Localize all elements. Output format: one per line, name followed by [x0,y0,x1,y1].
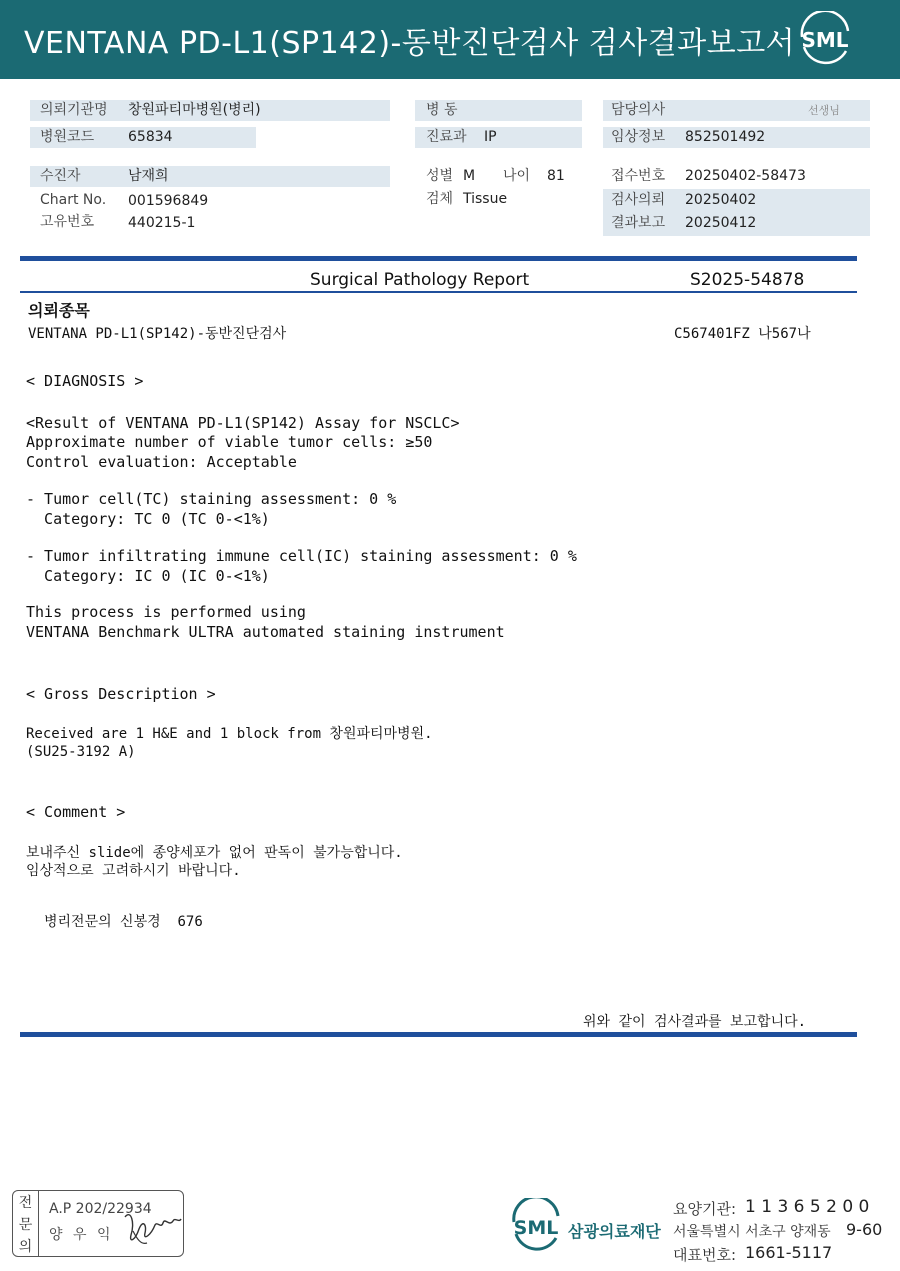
receipt-label: 접수번호 [611,168,666,184]
doctor-label: 담당의사 [611,102,666,118]
gross-line-1: Received are 1 H&E and 1 block from 창원파티마병원. [26,726,433,742]
request-label: 검사의뢰 [611,192,666,208]
age-value: 81 [547,168,565,184]
diagnosis-line-1: <Result of VENTANA PD-L1(SP142) Assay for NSCLC> [26,414,460,432]
patient-row [30,166,390,187]
code-value: 1 1 3 6 5 2 0 0 [745,1197,870,1217]
specimen-value: Tissue [463,191,508,207]
doctor-suffix: 선생님 [808,104,840,117]
chart-value: 001596849 [128,193,209,209]
patient-label: 수진자 [40,168,81,184]
institution-value: 창원파티마병원(병리) [128,102,261,118]
specimen-label: 검체 [426,191,454,207]
phone-label: 대표번호: [673,1246,737,1264]
phone-value: 1661-5117 [745,1243,833,1262]
report-label: 결과보고 [611,215,666,231]
bottom-rule [20,1032,857,1037]
institution-label: 의뢰기관명 [40,102,108,118]
title-underline [20,291,857,293]
patient-value: 남재희 [128,168,169,184]
test-code: C567401FZ 나567나 [674,326,811,342]
handwritten-signature-icon [121,1205,183,1249]
test-type-label: 의뢰종목 [28,301,90,320]
age-label: 나이 [503,168,531,184]
comment-heading: < Comment > [26,803,126,821]
closing-statement: 위와 같이 검사결과를 보고합니다. [583,1014,807,1030]
unique-value: 440215-1 [128,215,196,231]
address-number: 9-60 [846,1220,883,1239]
pathologist-signature: 병리전문의 신봉경 676 [44,914,203,930]
sml-logo-icon [794,11,856,67]
diagnosis-line-3: Control evaluation: Acceptable [26,453,297,471]
header-logo-text: SML [801,28,849,52]
sex-label: 성별 [426,168,454,184]
top-rule [20,256,857,261]
address: 서울특별시 서초구 양재동 [673,1224,831,1240]
gross-line-2: (SU25-3192 A) [26,744,136,760]
dept-label: 진료과 [426,129,467,145]
ic-line-2: Category: IC 0 (IC 0-<1%) [26,567,270,585]
report-number: S2025-54878 [690,270,805,290]
stamp-side-char-3: 의 [18,1239,33,1255]
diagnosis-line-2: Approximate number of viable tumor cells: ≥50 [26,433,433,451]
receipt-value: 20250402-58473 [685,168,806,184]
unique-label: 고유번호 [40,214,95,230]
ward-label: 병 동 [426,102,458,118]
page-title: VENTANA PD-L1(SP142)-동반진단검사 검사결과보고서 [24,26,796,61]
tc-line-1: - Tumor cell(TC) staining assessment: 0 % [26,490,397,508]
org-name: 삼광의료재단 [568,1222,661,1241]
footer-logo-text: SML [513,1217,559,1239]
sex-value: M [463,168,476,184]
process-line-1: This process is performed using [26,603,306,621]
stamp-id: A.P 202/22934 [49,1201,152,1217]
report-title: Surgical Pathology Report [310,270,530,290]
hospital-code-value: 65834 [128,129,173,145]
stamp-name: 양 우 익 [49,1227,114,1243]
code-label: 요양기관: [673,1200,737,1218]
dept-value: IP [484,129,497,145]
comment-line-1: 보내주신 slide에 종양세포가 없어 판독이 불가능합니다. [26,845,403,861]
pathologist-stamp [12,1190,184,1257]
request-value: 20250402 [685,192,757,208]
chart-label: Chart No. [40,192,107,208]
stamp-side-char-2: 문 [18,1217,33,1233]
header-bar [0,0,900,79]
process-line-2: VENTANA Benchmark ULTRA automated staining instrument [26,623,505,641]
comment-line-2: 임상적으로 고려하시기 바랍니다. [26,863,241,879]
diagnosis-heading: < DIAGNOSIS > [26,372,144,390]
stamp-side-char-1: 전 [18,1195,33,1211]
hospital-code-label: 병원코드 [40,129,95,145]
clinical-value: 852501492 [685,129,766,145]
stamp-side-label [13,1191,39,1256]
sml-footer-logo-icon [508,1198,564,1256]
gross-heading: < Gross Description > [26,685,216,703]
report-value: 20250412 [685,215,757,231]
tc-line-2: Category: TC 0 (TC 0-<1%) [26,510,270,528]
ic-line-1: - Tumor infiltrating immune cell(IC) staining assessment: 0 % [26,547,577,565]
clinical-label: 임상정보 [611,129,666,145]
test-type-value: VENTANA PD-L1(SP142)-동반진단검사 [28,326,287,342]
